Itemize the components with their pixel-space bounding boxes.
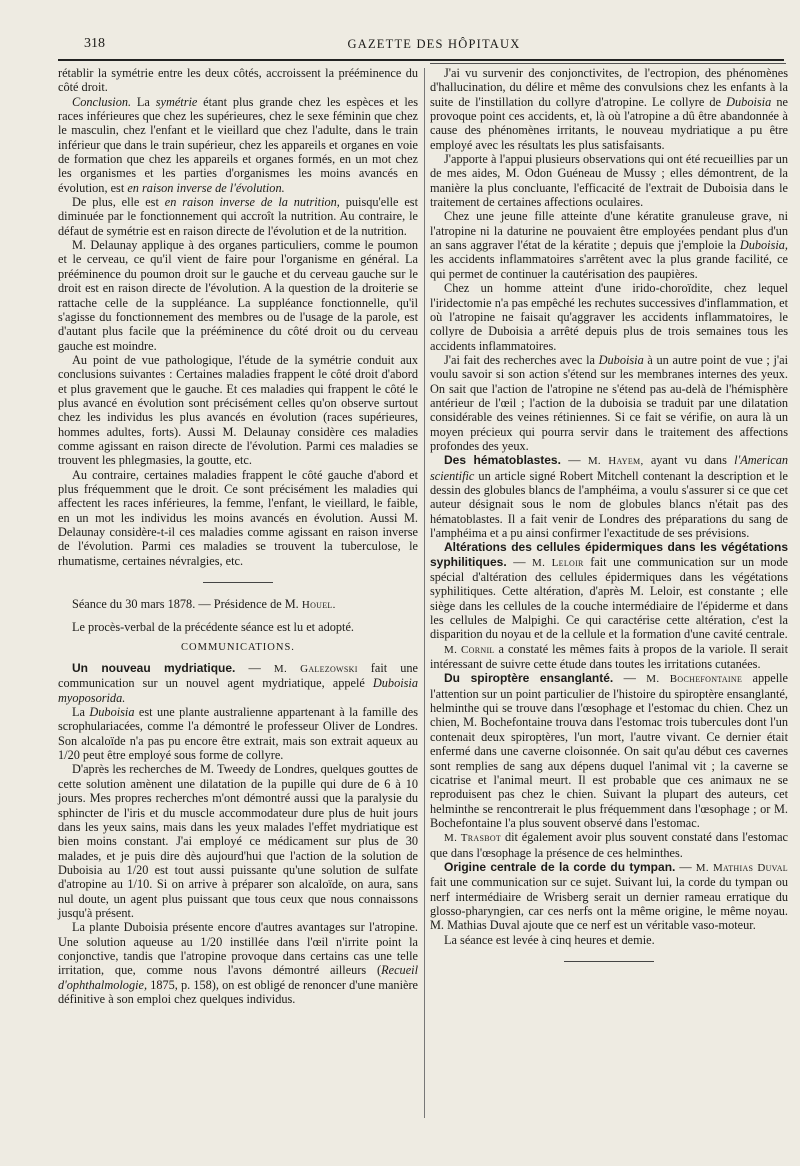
section-heading: COMMUNICATIONS. <box>181 641 295 653</box>
paragraph: J'ai vu survenir des conjonctivites, de l'ectropion, des phénomènes d'hallucination, du délire et même des convulsions chez les enfants à la suite de l'instillation du collyre d'atropine. Le collyre de Duboisia ne provoque point ces accidents, et, là où l'atropine a dû être abandonnée à cause des phénomènes irritants, le nouveau mydriatique a pu être employé avec les résultats les plus satisfaisants. <box>430 66 788 152</box>
paragraph: M. Cornil a constaté les mêmes faits à propos de la variole. Il serait intéressant de suivre cette étude dans toutes les irritations cutanées. <box>430 641 788 672</box>
paragraph: rétablir la symétrie entre les deux côtés, accroissent la prééminence du côté droit. <box>58 66 418 95</box>
paragraph: Du spiroptère ensanglanté. — M. Bochefontaine appelle l'attention sur un point particulier de l'histoire du spiroptère ensanglanté, helminthe qui se trouve dans l'œsophage et l'estomac du chien. Chez un chien, M. Bochefontaine trouva dans l'estomac trois tubercules dont l'un contenait deux spiroptères, l'un mort, l'autre vivant. Ce dernier était enfermé dans une caverne cloisonnée. On sait qu'au début ces cavernes sont remplies de sang aux dépens duquel l'animal vit ; la caverne se cicatrise et l'animal meurt. Il est probable que ces animaux ne se reproduisent pas chez le chien. Suivant la plupart des auteurs, cet helminthe se rencontrerait le plus fréquemment dans l'œsophage ; or M. Bochefontaine l'a plus souvent observé dans l'estomac. <box>430 671 789 830</box>
paragraph: Chez un homme atteint d'une irido-choroïdite, chez lequel l'iridectomie n'a pas empêché les rechutes successives d'inflammation, et où l'atropine ne faisait qu'aggraver les accidents inflammatoires, le collyre de Duboisia a arrêté depuis plus de trois semaines tous les accidents inflammatoires. <box>430 281 789 353</box>
paragraph: D'après les recherches de M. Tweedy de Londres, quelques gouttes de cette solution amènent une dilatation de la pupille qui dure de 6 à 10 jours. Mes propres recherches m'ont démontré aussi que la paralysie du sphincter de l'iris et du muscle accommodateur dure plus de huit jours dans les yeux sains, mais dans les yeux malades l'effet mydriatique est bien moins constant. J'ai employé ce médicament sur plus de 30 malades, et je puis dire dès aujourd'hui que l'action de la solution de Duboisia au 1/20 est tout aussi puissante qu'une solution de sulfate d'atropine au 1/10. Si on arrive à préparer son alcaloïde, on aura, sans nul doute, un agent plus puissant que tous ceux que nous connaissons jusqu'à présent. <box>58 762 418 920</box>
proces-verbal: Le procès-verbal de la précédente séance est lu et adopté. <box>72 620 354 635</box>
paragraph: Un nouveau mydriatique. — M. Galezowski fait une communication sur un nouvel agent mydriatique, appelé Duboisia myoposorida. <box>58 661 418 705</box>
paragraph: Des hématoblastes. — M. Hayem, ayant vu dans l'American scientific un article signé Robert Mitchell contenant la description et le dessin des globules blancs de l'amphéima, a voulu s'assurer si ce que cet auteur désignait sous le nom de globules blancs n'était pas des hématoblastes. Il a fait venir de Londres des préparations du sang de l'amphéima et a pu ainsi confirmer l'exactitude de ses prévisions. <box>430 453 789 540</box>
page-header <box>84 36 784 56</box>
paragraph: J'apporte à l'appui plusieurs observations qui ont été recueillies par un de mes aides, M. Odon Guéneau de Mussy ; elles démontrent, de la manière la plus concluante, l'efficacité de l'extrait de Duboisia dans le traitement de certaines affections oculaires. <box>430 152 788 210</box>
seance-line: Séance du 30 mars 1878. — Présidence de M. Houel. <box>72 597 336 612</box>
end-ornament <box>564 961 654 962</box>
paragraph: Au contraire, certaines maladies frappent le côté gauche d'abord et plus fréquemment que le droit. Ce sont précisément les maladies qui affectent les races inférieures, la femme, l'enfant, le vieillard, le faible, en un mot les individus les moins avancés en évolution. Aussi M. Delaunay considère-t-il ces maladies comme agissant en raison inverse de l'évolution. Parmi ces maladies se trouvent la tuberculose, le rhumatisme, certaines névralgies, etc. <box>58 467 418 568</box>
left-column <box>58 66 418 1006</box>
paragraph: J'ai fait des recherches avec la Duboisia à un autre point de vue ; j'ai voulu savoir si son action s'étend sur les membranes internes des yeux. On sait que l'action de l'atropine ne s'étend pas au-delà de l'hémisphère antérieur de l'œil ; l'action de la duboisia se traduit par une dilatation considérable des veines rétiniennes. Si ce fait se vérifie, on aura là un moyen précieux qui pourra servir dans le traitement des affections profondes des yeux. <box>430 352 788 453</box>
paragraph: Altérations des cellules épidermiques dans les végétations syphilitiques. — M. Leloir fait une communication sur un mode spécial d'altération des cellules épidermiques dans les végétations syphilitiques. Cette altération, d'après M. Leloir, est constante ; elle siège dans les cellules de la couche intermédiaire de l'épiderme et dans les cellules de Malpighi. Ce qui caractérise cette altération, c'est la disparition du noyau et de la cellule et la formation d'une cavité centrale. <box>430 540 788 642</box>
paragraph: De plus, elle est en raison inverse de la nutrition, puisqu'elle est diminuée par le fonctionnement qui accroît la nutrition. Au contraire, le défaut de symétrie est en raison directe de l'évolution et de la nutrition. <box>58 195 419 238</box>
paragraph: La séance est levée à cinq heures et demie. <box>444 932 655 947</box>
section-rule <box>203 582 273 583</box>
paragraph: M. Delaunay applique à des organes particuliers, comme le poumon et le cerveau, ce qu'il vient de faire pour l'organisme en général. La prééminence du poumon droit sur le gauche et du cerveau gauche sur le droit est en raison directe de l'évolution. A la question de la droiterie se rattache celle de la suppléance. La suppléance fonctionnelle, qu'il s'agisse du fonctionnement des membres ou de l'usage de la parole, est d'autant plus facile que la prééminence du côté droit ou du cerveau gauche est moindre. <box>58 238 418 353</box>
paragraph: La Duboisia est une plante australienne appartenant à la famille des scrophulariacées, comme l'a démontré le professeur Oliver de Londres. Son alcaloïde n'a pas pu encore être extrait, mais son extrait aqueux au 1/20 peut être employé sous forme de collyre. <box>58 705 418 763</box>
paragraph: La plante Duboisia présente encore d'autres avantages sur l'atropine. Une solution aqueuse au 1/20 instillée dans l'œil n'irrite point la conjonctive, tandis que l'atropine provoque dans certains cas une telle irritation, que, comme nous l'avons démontré ailleurs (Recueil d'ophthalmologie, 1875, p. 158), on est obligé de renoncer d'une manière définitive à son emploi chez quelques individus. <box>58 920 418 1006</box>
right-column <box>430 66 788 962</box>
header-rule <box>58 59 784 61</box>
header-rule-secondary <box>430 63 786 64</box>
paragraph: Au point de vue pathologique, l'étude de la symétrie conduit aux conclusions suivantes : Certaines maladies frappent le côté droit d'abord et plus gravement que le gauche. Et ces maladies qui frappent le côté le plus avancé en évolution sont précisément celles qu'on observe surtout chez les individus les plus avancés en évolution (races supérieures, hommes adultes, forts). Aussi M. Delaunay considère ces maladies comme agissant en raison directe de l'évolution. Parmi ces maladies se trouvent les phlegmasies, la goutte, etc. <box>58 352 418 468</box>
column-divider <box>424 68 425 1118</box>
journal-title: GAZETTE DES HÔPITAUX <box>347 37 521 51</box>
paragraph: Conclusion. La symétrie étant plus grande chez les espèces et les races inférieures que chez les supérieures, chez le sexe féminin que chez le masculin, chez l'enfant et le vieillard que chez l'adulte, dans le train inférieur que dans le train supérieur, chez les appareils et organes en voie de formation que chez les appareils et organes formés, en un mot chez les organismes et les parties d'organismes les moins avancés en évolution, est en raison inverse de l'évolution. <box>58 94 418 195</box>
paragraph: Chez une jeune fille atteinte d'une kératite granuleuse grave, ni l'atropine ni la daturine ne pouvaient être employées pendant plus d'un an sans aggraver l'état de la kératite ; depuis que j'emploie la Duboisia, les accidents inflammatoires s'arrêtent avec la plus grande facilité, ce qui permet de continuer la cautérisation des paupières. <box>430 209 788 281</box>
page-number: 318 <box>84 36 105 51</box>
paragraph: M. Trasbot dit également avoir plus souvent constaté dans l'estomac que dans l'œsophage la présence de ces helminthes. <box>430 830 788 860</box>
paragraph: Origine centrale de la corde du tympan. — M. Mathias Duval fait une communication sur ce sujet. Suivant lui, la corde du tympan ou nerf intermédiaire de Wrisberg serait un dernier rameau erratique du glosso-pharyngien, car ces nerfs ont la même origine, le même noyau. M. Mathias Duval ajoute que ce nerf est un véritable vaso-moteur. <box>430 859 788 933</box>
